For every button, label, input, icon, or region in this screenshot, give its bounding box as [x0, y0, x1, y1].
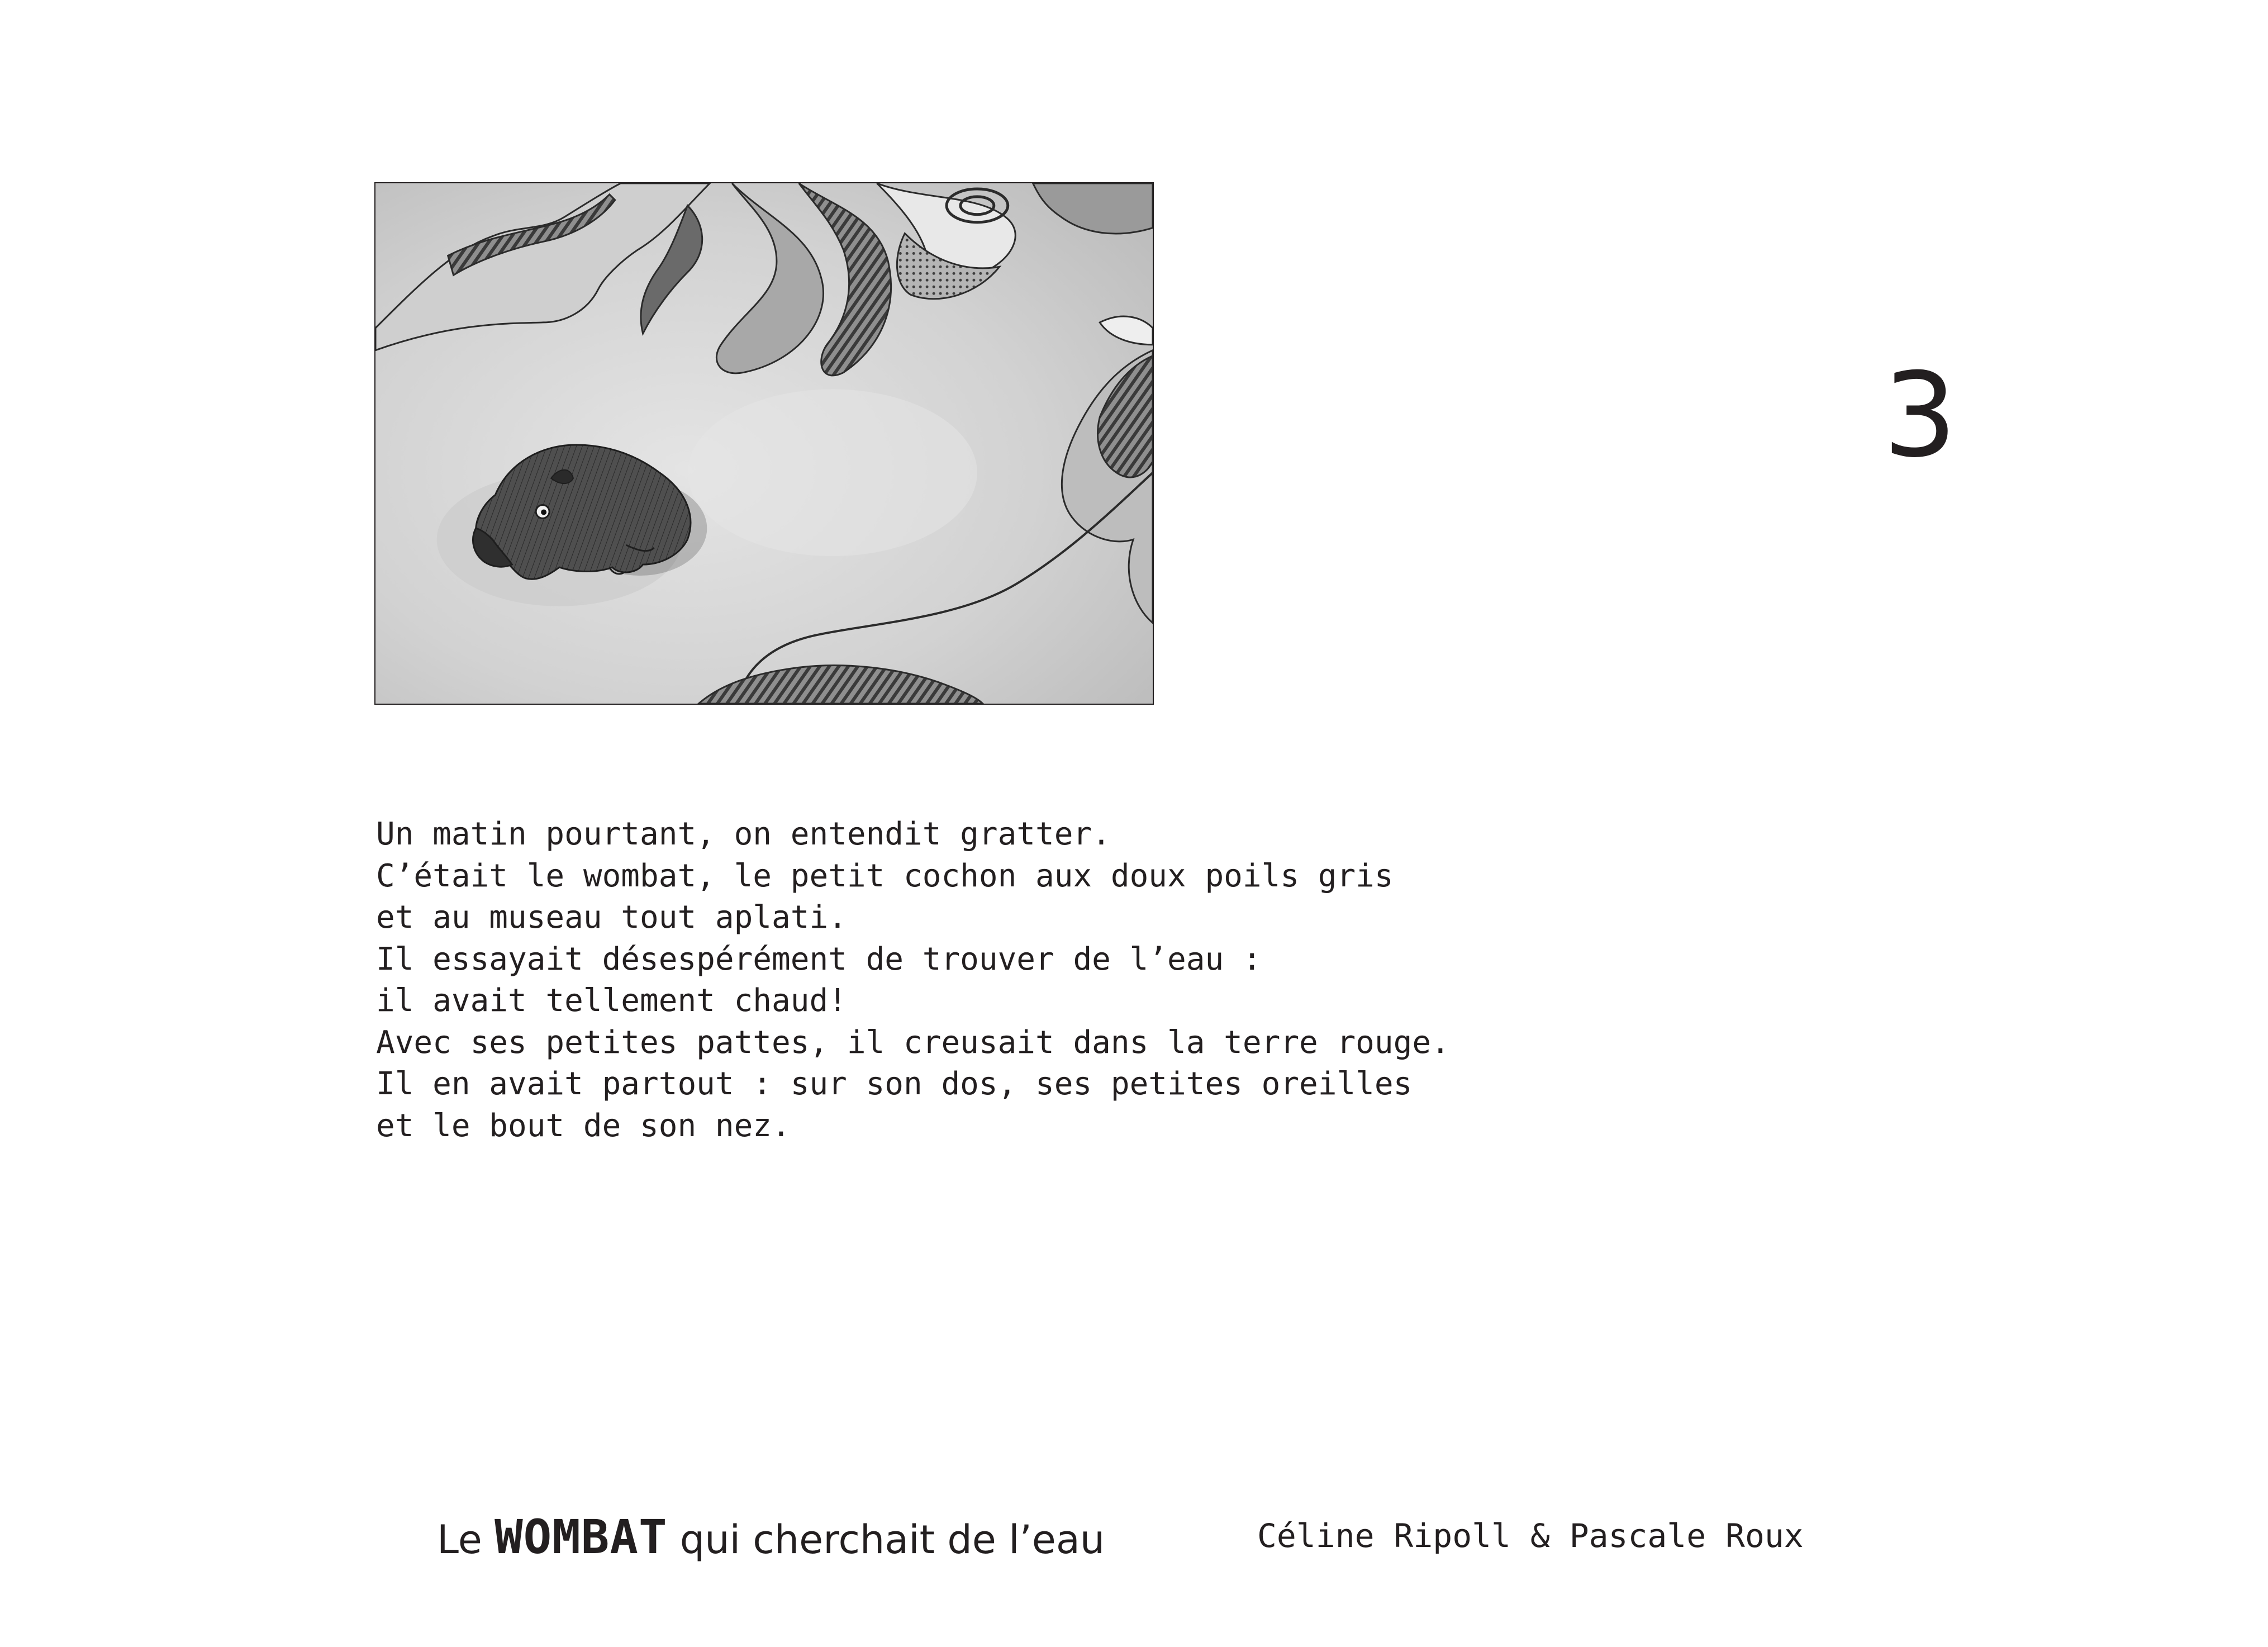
- book-title-emphasis: WOMBAT: [495, 1510, 668, 1564]
- book-title-suffix: qui cherchait de l’eau: [667, 1517, 1105, 1563]
- page-number: 3: [1883, 348, 1957, 483]
- book-title: [437, 1509, 1105, 1565]
- story-line: il avait tellement chaud!: [376, 982, 847, 1019]
- story-line: et le bout de son nez.: [376, 1107, 791, 1144]
- book-title-prefix: Le: [437, 1517, 495, 1563]
- story-text: [376, 814, 1605, 1147]
- story-line: Avec ses petites pattes, il creusait dans la terre rouge.: [376, 1024, 1450, 1061]
- wombat-illustration: [374, 182, 1154, 705]
- book-authors: Céline Ripoll & Pascale Roux: [1257, 1517, 1804, 1555]
- story-line: Il essayait désespérément de trouver de l’eau :: [376, 941, 1262, 977]
- story-line: C’était le wombat, le petit cochon aux doux poils gris: [376, 857, 1394, 894]
- story-line: et au museau tout aplati.: [376, 899, 847, 936]
- story-line: Il en avait partout : sur son dos, ses petites oreilles: [376, 1066, 1413, 1102]
- story-line: Un matin pourtant, on entendit gratter.: [376, 816, 1111, 852]
